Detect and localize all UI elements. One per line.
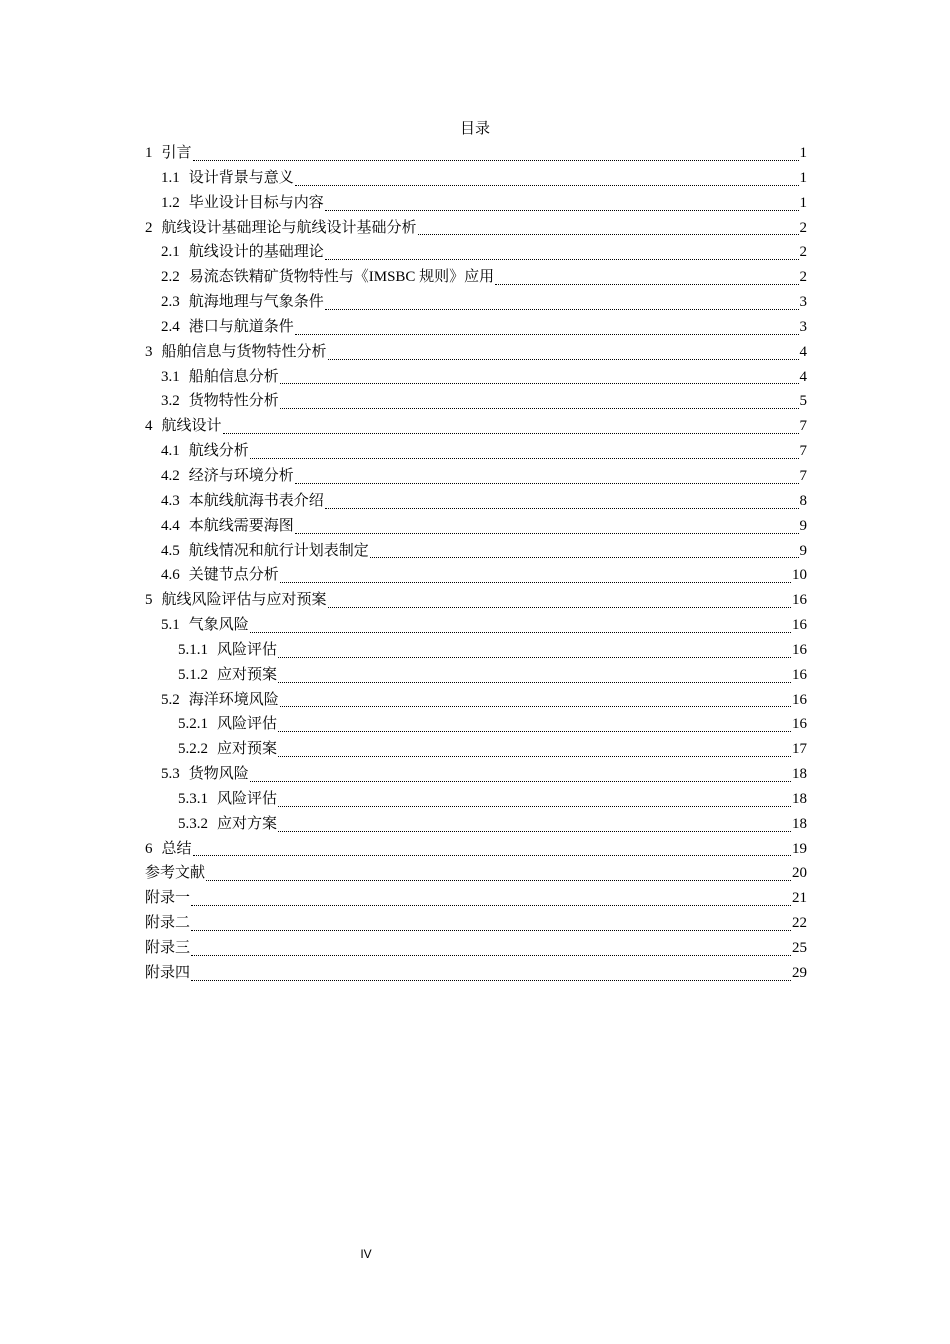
dot-leader: [328, 607, 791, 608]
dot-leader: [278, 806, 791, 807]
dot-leader: [250, 458, 799, 459]
toc-entry-title: 附录一: [145, 890, 191, 907]
toc-entry-page: 3: [799, 294, 807, 311]
toc-entry[interactable]: [145, 911, 807, 936]
toc-entry-title: 气象风险: [188, 617, 249, 634]
toc-entry-number: 5.2.1: [178, 716, 208, 733]
toc-entry[interactable]: [145, 613, 807, 638]
toc-entry[interactable]: [145, 290, 807, 315]
toc-entry-page: 4: [799, 343, 807, 360]
toc-entry-number: 5.2: [161, 691, 180, 708]
toc-entry-page: 7: [799, 467, 807, 484]
toc-entry-title: 经济与环境分析: [188, 467, 294, 484]
toc-entry[interactable]: [145, 240, 807, 265]
dot-leader: [223, 433, 799, 434]
toc-entry-page: 16: [792, 666, 807, 683]
toc-entry[interactable]: [145, 439, 807, 464]
toc-entry-title: 航线设计: [161, 418, 222, 435]
toc-entry-page: 8: [799, 492, 807, 509]
toc-entry-title: 航线设计基础理论与航线设计基础分析: [161, 219, 417, 236]
toc-entry-number: 5.1.2: [178, 666, 208, 683]
toc-entry[interactable]: [145, 837, 807, 862]
dot-leader: [328, 359, 799, 360]
dot-leader: [370, 557, 799, 558]
toc-entry-number: 4.5: [161, 542, 180, 559]
dot-leader: [191, 955, 791, 956]
toc-entry-number: 1.1: [161, 169, 180, 186]
toc-entry-page: 2: [799, 269, 807, 286]
toc-entry-title: 船舶信息分析: [188, 368, 279, 385]
toc-entry-page: 16: [792, 716, 807, 733]
toc-entry-title: 应对方案: [217, 815, 278, 832]
toc-entry-page: 4: [799, 368, 807, 385]
toc-entry-title: 航线设计的基础理论: [188, 244, 324, 261]
toc-entry-title: 风险评估: [217, 790, 278, 807]
toc-entry-title: 附录四: [145, 964, 191, 981]
toc-entry-number: 2: [145, 219, 153, 236]
toc-entry[interactable]: [145, 340, 807, 365]
toc-entry-number: 5.3: [161, 766, 180, 783]
toc-entry[interactable]: [145, 414, 807, 439]
dot-leader: [295, 533, 799, 534]
toc-entry[interactable]: [145, 886, 807, 911]
page-number-footer: IV: [360, 1247, 372, 1261]
toc-entry-number: 3: [145, 343, 153, 360]
toc-entry[interactable]: [145, 961, 807, 986]
dot-leader: [193, 855, 791, 856]
toc-entry-title: 应对预案: [217, 741, 278, 758]
toc-entry[interactable]: [145, 588, 807, 613]
toc-entry[interactable]: [145, 166, 807, 191]
toc-entry-title: 货物特性分析: [188, 393, 279, 410]
dot-leader: [191, 980, 791, 981]
toc-entry[interactable]: [145, 315, 807, 340]
toc-entry-title: 设计背景与意义: [188, 169, 294, 186]
toc-entry-title: 参考文献: [145, 865, 206, 882]
toc-entry-page: 1: [799, 145, 807, 161]
toc-entry[interactable]: [145, 737, 807, 762]
toc-entry[interactable]: [145, 365, 807, 390]
dot-leader: [250, 632, 791, 633]
toc-entry[interactable]: [145, 861, 807, 886]
toc-entry[interactable]: [145, 812, 807, 837]
toc-entry-number: 5.3.1: [178, 790, 208, 807]
toc-entry-number: 4.2: [161, 467, 180, 484]
dot-leader: [278, 682, 791, 683]
toc-entry-number: 6: [145, 840, 153, 857]
dot-leader: [250, 781, 791, 782]
toc-entry-page: 10: [792, 567, 807, 584]
dot-leader: [295, 483, 799, 484]
dot-leader: [280, 408, 799, 409]
dot-leader: [280, 582, 791, 583]
toc-entry-number: 5: [145, 592, 153, 609]
toc-entry-number: 3.1: [161, 368, 180, 385]
toc-entry-number: 3.2: [161, 393, 180, 410]
toc-entry[interactable]: [145, 141, 807, 166]
dot-leader: [495, 284, 798, 285]
toc-entry-title: 本航线航海书表介绍: [188, 492, 324, 509]
toc-entry-page: 19: [792, 840, 807, 857]
dot-leader: [206, 880, 791, 881]
toc-entry-page: 16: [792, 592, 807, 609]
dot-leader: [278, 731, 791, 732]
dot-leader: [325, 210, 799, 211]
dot-leader: [191, 930, 791, 931]
toc-entry-page: 18: [792, 766, 807, 783]
toc-entry-title: 航线风险评估与应对预案: [161, 592, 327, 609]
toc-entry-page: 1: [799, 194, 807, 211]
toc-entry-title: 应对预案: [217, 666, 278, 683]
toc-entry[interactable]: [145, 464, 807, 489]
dot-leader: [325, 259, 799, 260]
toc-entry-number: 1.2: [161, 194, 180, 211]
dot-leader: [418, 234, 799, 235]
toc-entry-number: 2.1: [161, 244, 180, 261]
dot-leader: [278, 831, 791, 832]
toc-entry-page: 16: [792, 617, 807, 634]
toc-entry-title: 总结: [161, 840, 192, 857]
toc-entry[interactable]: [145, 663, 807, 688]
toc-entry-page: 5: [799, 393, 807, 410]
toc-entry-page: 21: [792, 890, 807, 907]
toc-entry[interactable]: [145, 216, 807, 241]
toc-entry-page: 9: [799, 542, 807, 559]
toc-entry-number: 2.4: [161, 318, 180, 335]
dot-leader: [278, 756, 791, 757]
toc-entry-number: 4.3: [161, 492, 180, 509]
toc-entry-number: 2.2: [161, 269, 180, 286]
toc-entry[interactable]: [145, 389, 807, 414]
toc-entry[interactable]: [145, 712, 807, 737]
toc-entry-number: 1: [145, 145, 153, 161]
dot-leader: [295, 334, 799, 335]
toc-entry[interactable]: [145, 265, 807, 290]
toc-entry[interactable]: [145, 762, 807, 787]
toc-entry-page: 17: [792, 741, 807, 758]
toc-entry-number: 5.3.2: [178, 815, 208, 832]
dot-leader: [295, 185, 799, 186]
toc-entry-page: 29: [792, 964, 807, 981]
toc-entry-page: 16: [792, 691, 807, 708]
toc-entry-title: 风险评估: [217, 641, 278, 658]
toc-entry-number: 5.2.2: [178, 741, 208, 758]
dot-leader: [191, 905, 791, 906]
toc-entry-title: 航线情况和航行计划表制定: [188, 542, 369, 559]
toc-entry[interactable]: [145, 787, 807, 812]
toc-entry-title: 关键节点分析: [188, 567, 279, 584]
toc-entry-page: 9: [799, 517, 807, 534]
toc-entry-page: 16: [792, 641, 807, 658]
dot-leader: [325, 309, 799, 310]
toc-title: 目录: [459, 121, 490, 137]
toc-entry-page: 7: [799, 443, 807, 460]
toc-entry-title: 附录三: [145, 940, 191, 956]
toc-entry-title: 毕业设计目标与内容: [188, 194, 324, 211]
toc-entry-page: 18: [792, 790, 807, 807]
toc-entry-page: 25: [792, 940, 807, 956]
table-of-contents: [145, 141, 807, 986]
dot-leader: [280, 383, 799, 384]
toc-entry-page: 2: [799, 244, 807, 261]
toc-entry-number: 2.3: [161, 294, 180, 311]
toc-entry-page: 3: [799, 318, 807, 335]
toc-entry-title: 航线分析: [188, 443, 249, 460]
toc-entry[interactable]: [145, 688, 807, 713]
toc-entry-page: 18: [792, 815, 807, 832]
toc-entry-title: 港口与航道条件: [188, 318, 294, 335]
toc-entry[interactable]: [145, 514, 807, 539]
toc-entry-number: 5.1: [161, 617, 180, 634]
toc-entry-title: 易流态铁精矿货物特性与《IMSBC 规则》应用: [188, 269, 495, 286]
toc-entry-page: 2: [799, 219, 807, 236]
dot-leader: [193, 160, 799, 161]
toc-entry[interactable]: [145, 489, 807, 514]
toc-entry[interactable]: [145, 539, 807, 564]
toc-entry[interactable]: [145, 563, 807, 588]
dot-leader: [278, 657, 791, 658]
toc-entry-title: 附录二: [145, 915, 191, 932]
toc-entry[interactable]: [145, 191, 807, 216]
toc-entry-title: 航海地理与气象条件: [188, 294, 324, 311]
toc-entry-title: 风险评估: [217, 716, 278, 733]
toc-entry[interactable]: [145, 638, 807, 663]
dot-leader: [280, 706, 791, 707]
toc-entry-number: 4.6: [161, 567, 180, 584]
toc-entry-page: 1: [799, 169, 807, 186]
toc-entry-title: 船舶信息与货物特性分析: [161, 343, 327, 360]
toc-entry-number: 4.1: [161, 443, 180, 460]
toc-entry-page: 20: [792, 865, 807, 882]
toc-entry-number: 4.4: [161, 517, 180, 534]
toc-entry-title: 货物风险: [188, 766, 249, 783]
dot-leader: [325, 508, 799, 509]
toc-entry[interactable]: [145, 936, 807, 961]
toc-entry-number: 5.1.1: [178, 641, 208, 658]
toc-entry-title: 引言: [161, 145, 192, 161]
toc-entry-page: 22: [792, 915, 807, 932]
toc-entry-title: 本航线需要海图: [188, 517, 294, 534]
toc-entry-page: 7: [799, 418, 807, 435]
toc-entry-number: 4: [145, 418, 153, 435]
toc-entry-title: 海洋环境风险: [188, 691, 279, 708]
